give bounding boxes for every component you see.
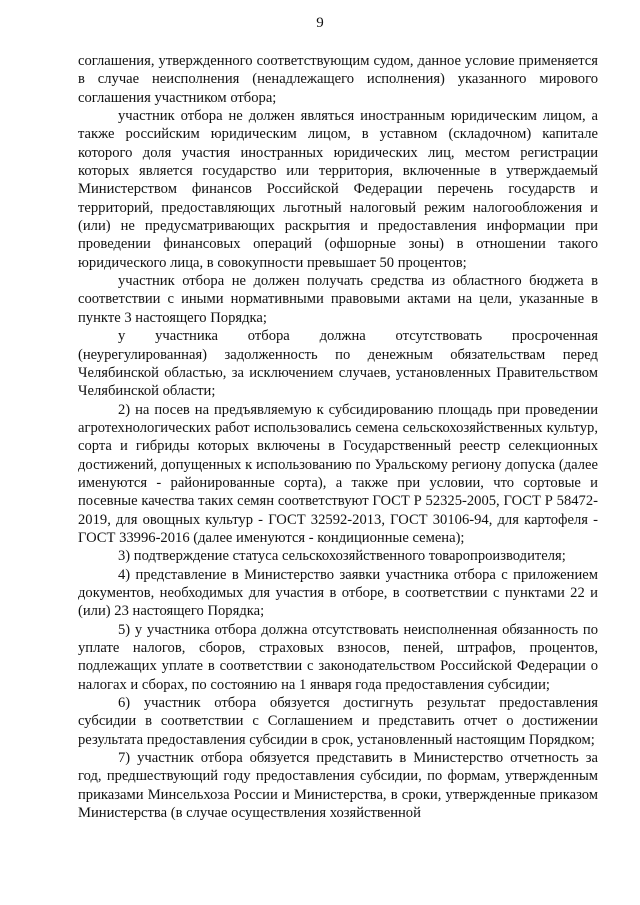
paragraph-item-5-taxes: 5) у участника отбора должна отсутствовать неисполненная обязанность по уплате налогов, сборов, страховых взносов, пеней, штрафов, процентов, подлежащих уплате в соответствии с законодательством Российской Федерации о налогах и сборах, по состоянию на 1 января года предоставления субсидии; [78, 621, 598, 693]
paragraph-item-2-seeds: 2) на посев на предъявляемую к субсидированию площадь при проведении агротехнологических работ использовались семена сельскохозяйственных культур, сорта и гибриды которых включены в Государственный реестр селекционных достижений, допущенных к использованию по Уральскому региону допуска (далее именуются - районированные сорта), а также при условии, что сортовые и посевные качества таких семян соответствуют ГОСТ Р 52325-2005, ГОСТ Р 58472-2019, для овощных культур - ГОСТ 32592-2013, ГОСТ 30106-94, для картофеля - ГОСТ 33996-2016 (далее именуются - кондиционные семена); [78, 401, 598, 546]
paragraph-item-3-status: 3) подтверждение статуса сельскохозяйственного товаропроизводителя; [118, 548, 566, 565]
paragraph-item-7-reporting: 7) участник отбора обязуется представить в Министерство отчетность за год, предшествующий году предоставления субсидии, по формам, утвержденным приказами Минсельхоза России и Министерства, в сроки, утвержденные приказом Министерства (в случае осуществления хозяйственной [78, 750, 598, 822]
paragraph-regional-budget-condition: участник отбора не должен получать средства из областного бюджета в соответствии с иными нормативными правовыми актами на цели, указанные в пункте 3 настоящего Порядка; [78, 273, 598, 326]
paragraph-foreign-entity-condition: участник отбора не должен являться иностранным юридическим лицом, а также российским юридическим лицом, в уставном (складочном) капитале которого доля участия иностранных юридических лиц, местом регистрации которых является государство или территория, включенные в утверждаемый Министерством финансов Российской Федерации перечень государств и территорий, предоставляющих льготный налоговый режим налогообложения и (или) не предусматривающих раскрытия и предоставления информации при проведении финансовых операций (офшорные зоны) в отношении такого юридического лица, в совокупности превышает 50 процентов; [78, 108, 598, 271]
page-number: 9 [316, 15, 324, 31]
document-body [78, 52, 598, 822]
paragraph-continuation: соглашения, утвержденного соответствующим судом, данное условие применяется в случае неисполнения (ненадлежащего исполнения) указанного мирового соглашения участником отбора; [78, 53, 598, 106]
paragraph-overdue-debt-condition: у участника отбора должна отсутствовать просроченная (неурегулированная) задолженность по денежным обязательствам перед Челябинской областью, за исключением случаев, установленных Правительством Челябинской области; [78, 328, 598, 400]
paragraph-item-4-application: 4) представление в Министерство заявки участника отбора с приложением документов, необходимых для участия в отборе, в соответствии с пунктами 22 и (или) 23 настоящего Порядка; [78, 566, 598, 620]
paragraph-item-6-result: 6) участник отбора обязуется достигнуть результат предоставления субсидии в соответствии с Соглашением и представить отчет о достижении результата предоставления субсидии в срок, установленный настоящим Порядком; [78, 695, 598, 748]
